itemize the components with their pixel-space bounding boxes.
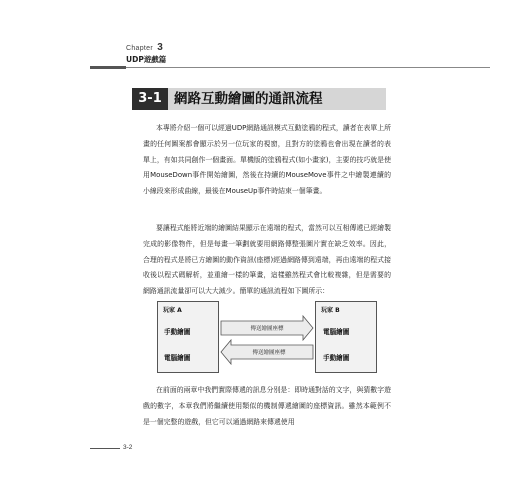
page-number: 3-2: [123, 444, 133, 451]
section-title: 網路互動繪圖的通訊流程: [174, 91, 323, 107]
header-divider: [90, 67, 490, 68]
communication-flow-diagram: [143, 297, 391, 375]
player-a-label: 玩家 A: [163, 307, 182, 314]
body-paragraph: 本專將介紹一個可以經過UDP網路通訊模式互動塗鴉的程式，讀者在表單上所畫的任何圖案都會顯示於另一位玩家的視窗，且對方的塗鴉也會出現在讀者的表單上，有如共同創作一個畫面。單機版的塗鴉程式(如小畫家)，主要的技巧就是使用MouseDown事件開始繪圖，然後在持續的MouseMove事件之中繪製連續的小線段來形成曲線，最後在MouseUp事件時結束一個筆畫。: [143, 124, 392, 196]
header-divider-accent: [90, 66, 126, 69]
arrow-left-label: 傳送繪圖座標: [252, 350, 286, 356]
player-a-hand-draw: 手動繪圖: [164, 328, 191, 336]
diagram-arrows: [143, 297, 391, 375]
player-b-label: 玩家 B: [321, 307, 340, 314]
player-a-pc-draw: 電腦繪圖: [164, 354, 191, 362]
player-b-pc-draw: 電腦繪圖: [323, 328, 350, 336]
player-b-hand-draw: 手動繪圖: [323, 354, 350, 362]
chapter-title: UDP遊戲篇: [126, 55, 167, 64]
body-paragraph: 在前面的兩章中我們實際傳遞的訊息分別是：即時通對話的文字，與猜數字遊戲的數字，本章我們將繼續使用類似的機制傳遞繪圖的座標資訊。雖然本範例不是一個完整的遊戲，但它可以通過網路來傳遞使用: [143, 386, 391, 426]
footer-divider: [90, 448, 120, 449]
chapter-word: Chapter: [126, 45, 154, 52]
body-paragraph: 要讓程式能將近端的繪圖結果顯示在遠端的程式，當然可以互相傳遞已經繪製完成的影像物件，但是每畫一筆劃就要用網路傳整張圖片實在缺乏效率。因此，合理的程式是將已方繪圖的動作資訊(座標)經過網路傳到遠端，再由遠端的程式接收後以程式碼解析，並重繪一樣的筆畫，這樣雖然程式會比較複雜，但是需要的網路通訊流量卻可以大大減少。簡單的通訊流程如下圖所示：: [143, 224, 391, 296]
section-number: 3-1: [132, 88, 168, 110]
chapter-number: 3: [157, 42, 164, 53]
arrow-right-label: 傳送繪圖座標: [250, 326, 284, 332]
chapter-label: [126, 42, 163, 53]
